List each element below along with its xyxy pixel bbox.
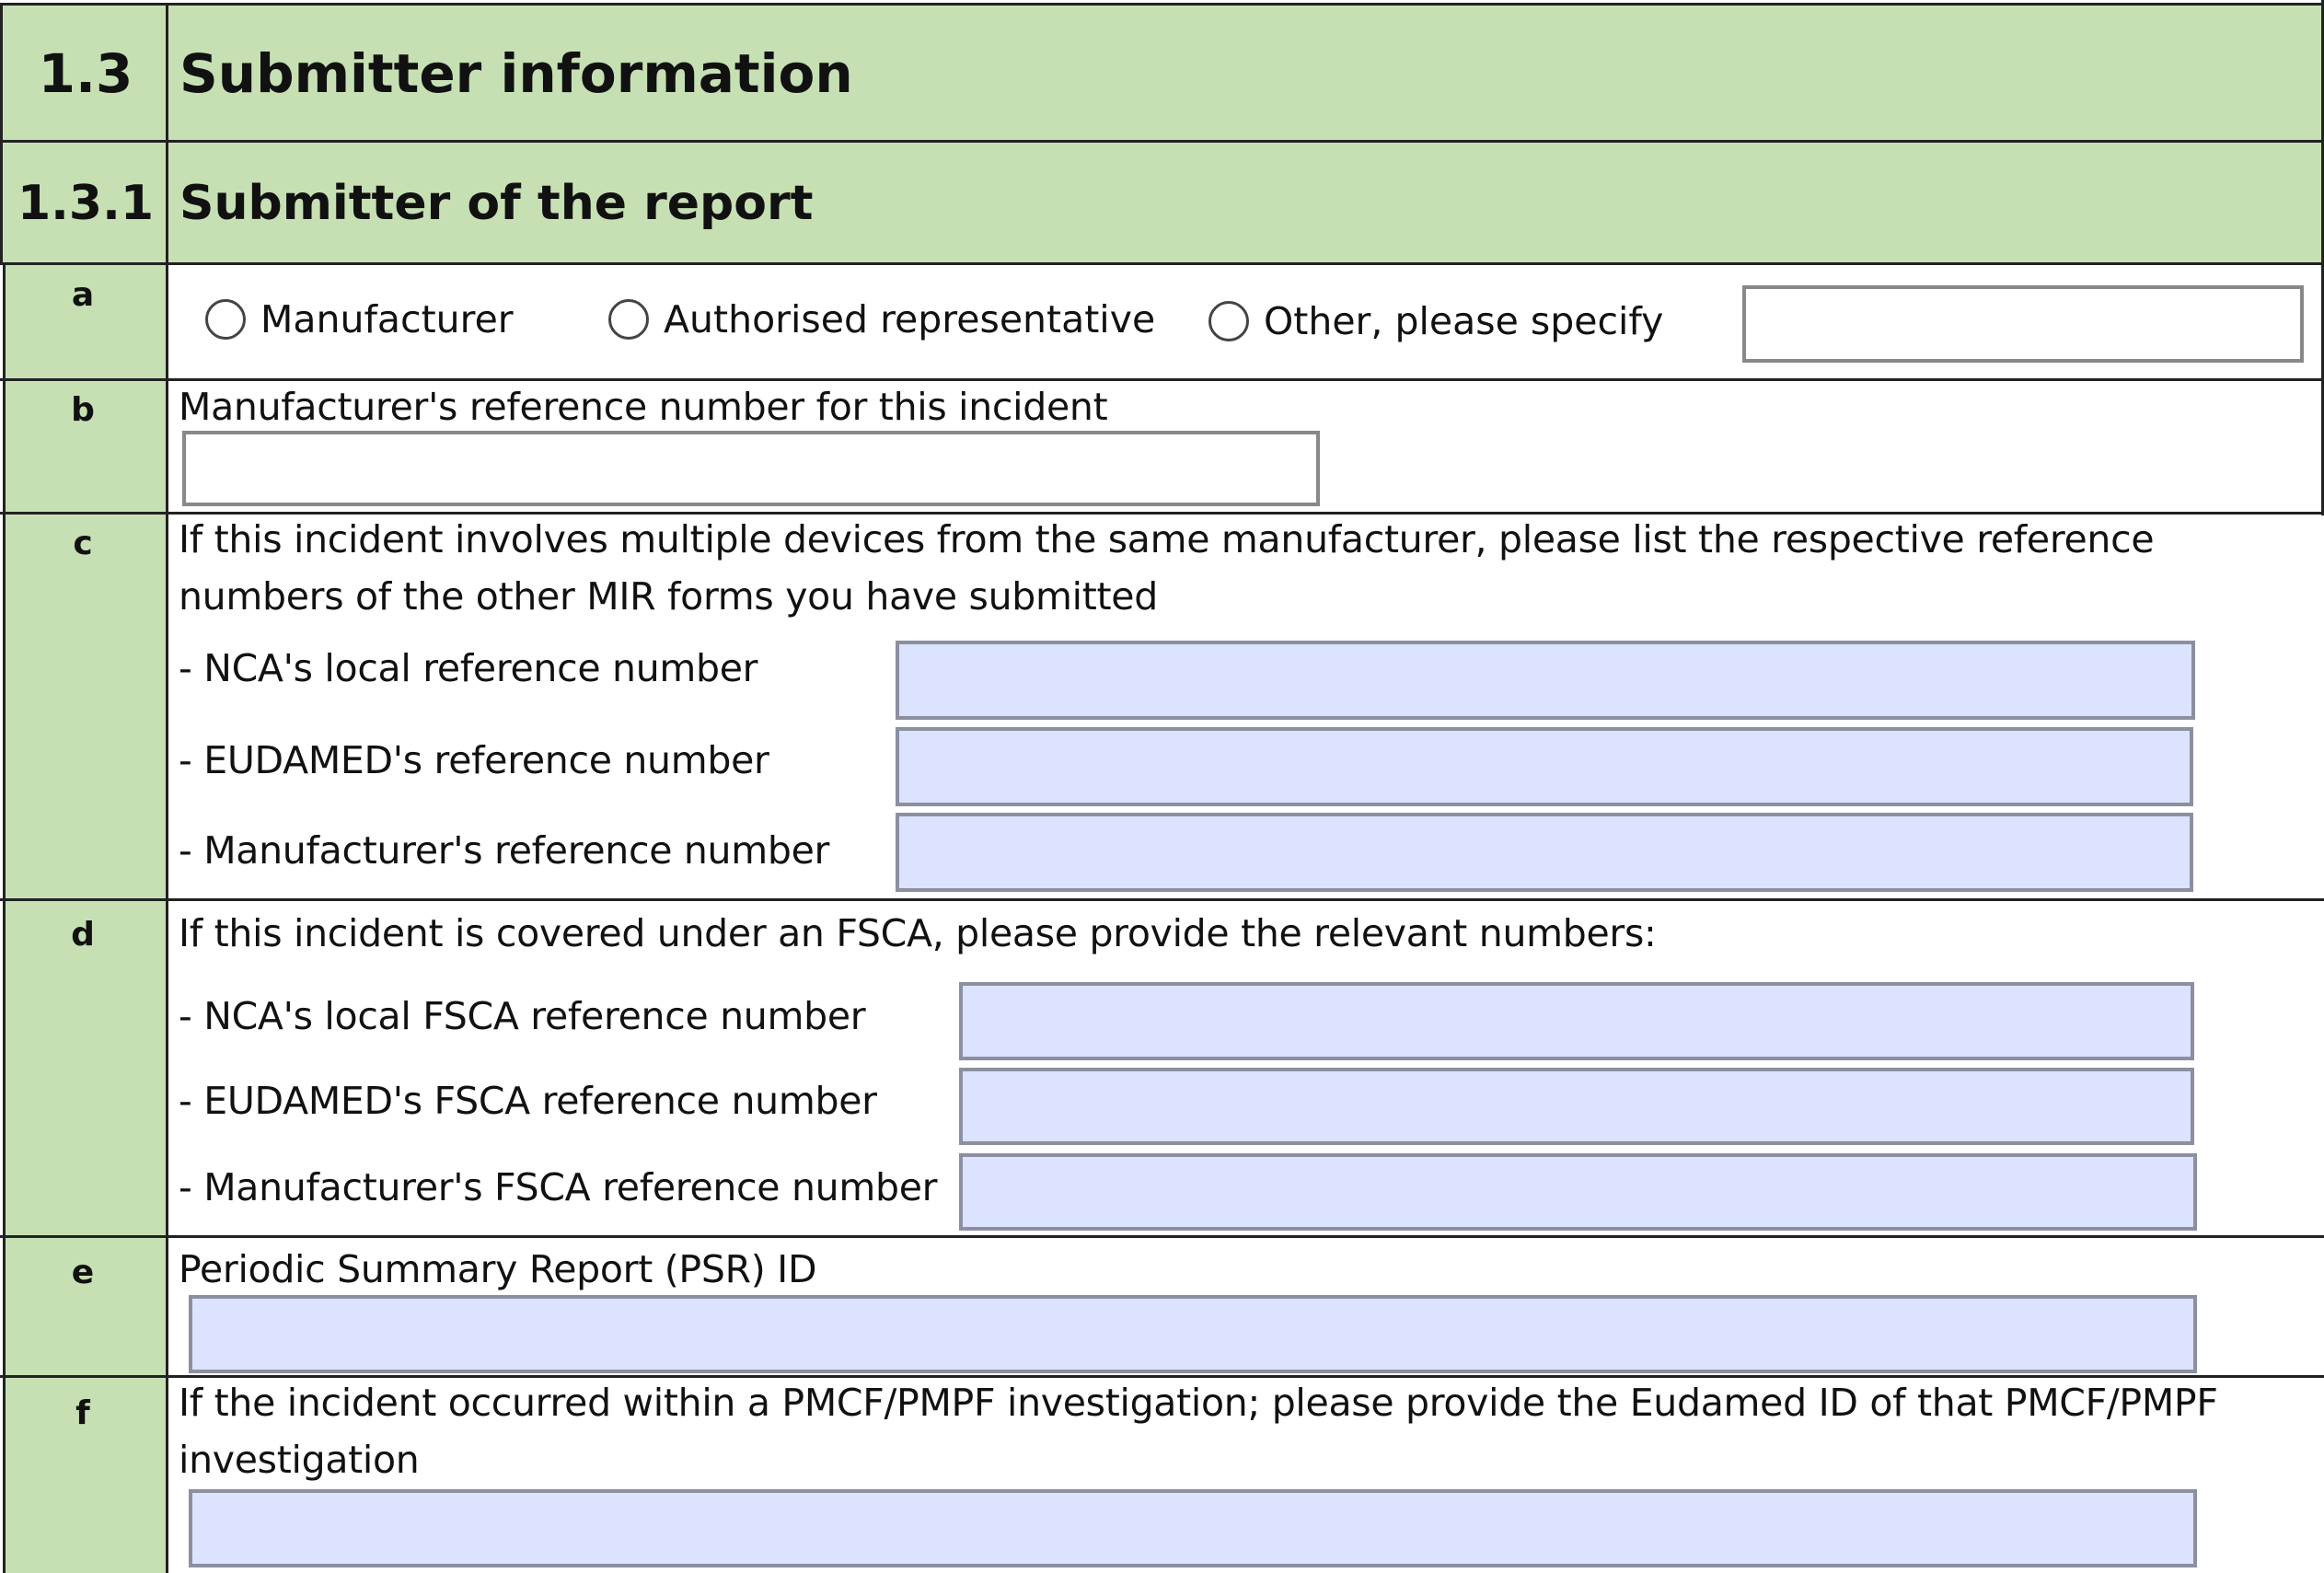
eudamed-fsca-reference-input[interactable]: [959, 1068, 2194, 1145]
row-e-letter: e: [71, 1254, 95, 1291]
radio-authorised-representative-label: Authorised representative: [664, 297, 1156, 341]
row-e-top-border: [0, 1235, 2324, 1238]
radio-manufacturer[interactable]: [205, 299, 246, 340]
row-c-intro-line1: If this incident involves multiple devices from the same manufacturer, please list the respective reference: [179, 517, 2155, 561]
manufacturer-reference-input[interactable]: [182, 431, 1320, 506]
eudamed-reference-label: - EUDAMED's reference number: [179, 738, 769, 782]
row-b-top-border: [0, 378, 2324, 381]
nca-local-reference-input[interactable]: [896, 641, 2195, 720]
pmcf-pmpf-label-line2: investigation: [179, 1438, 420, 1482]
manufacturer-reference-c-label: - Manufacturer's reference number: [179, 828, 830, 873]
subsection-number: 1.3.1: [17, 176, 155, 231]
row-d-intro: If this incident is covered under an FSCA, please provide the relevant numbers:: [179, 911, 1657, 955]
radio-other-label: Other, please specify: [1264, 299, 1664, 343]
row-b-letter: b: [71, 391, 95, 429]
pmcf-pmpf-label-line1: If the incident occurred within a PMCF/PMPF investigation; please provide the Eudamed ID of that PMCF/PMPF: [179, 1381, 2218, 1425]
row-c-top-border: [0, 512, 2324, 515]
row-a-top-border: [0, 262, 2324, 265]
row-a-letter: a: [71, 276, 95, 314]
psr-id-label: Periodic Summary Report (PSR) ID: [179, 1247, 817, 1291]
manufacturer-fsca-reference-label: - Manufacturer's FSCA reference number: [179, 1165, 938, 1209]
manufacturer-reference-label: Manufacturer's reference number for this incident: [179, 385, 1108, 429]
nca-fsca-reference-label: - NCA's local FSCA reference number: [179, 994, 866, 1038]
row-d-top-border: [0, 898, 2324, 901]
row-f-top-border: [0, 1375, 2324, 1378]
subsection-header: [0, 140, 2324, 265]
radio-manufacturer-label: Manufacturer: [260, 297, 514, 341]
radio-other[interactable]: [1208, 301, 1249, 341]
manufacturer-fsca-reference-input[interactable]: [959, 1153, 2197, 1231]
nca-local-reference-label: - NCA's local reference number: [179, 646, 758, 690]
eudamed-reference-input[interactable]: [896, 727, 2193, 806]
other-specify-input[interactable]: [1742, 285, 2304, 363]
row-d-letter: d: [71, 916, 95, 954]
eudamed-fsca-reference-label: - EUDAMED's FSCA reference number: [179, 1079, 877, 1123]
row-f-letter: f: [75, 1394, 90, 1432]
section-header: [0, 3, 2324, 143]
psr-id-input[interactable]: [189, 1295, 2197, 1373]
row-c-letter: c: [73, 525, 93, 562]
subsection-title: Submitter of the report: [179, 176, 814, 231]
header-divider: [166, 3, 168, 265]
nca-fsca-reference-input[interactable]: [959, 982, 2194, 1060]
radio-authorised-representative[interactable]: [608, 299, 649, 340]
section-number: 1.3: [38, 42, 133, 105]
row-c-intro-line2: numbers of the other MIR forms you have submitted: [179, 574, 1158, 619]
section-title: Submitter information: [179, 42, 853, 105]
manufacturer-reference-c-input[interactable]: [896, 813, 2193, 892]
pmcf-pmpf-eudamed-id-input[interactable]: [189, 1489, 2197, 1567]
